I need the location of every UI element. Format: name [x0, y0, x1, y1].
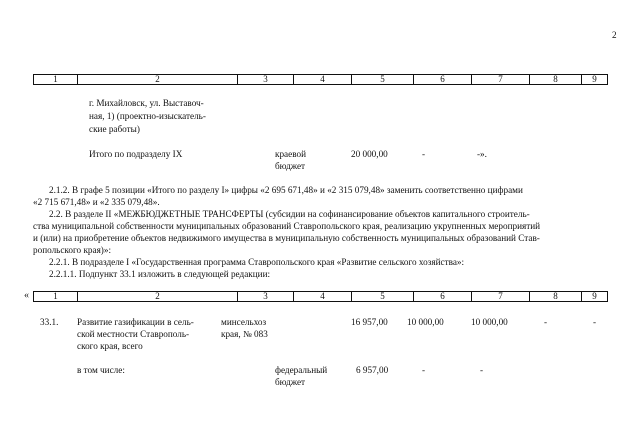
- open-quote: «: [24, 290, 29, 301]
- total-budget-line-1: краевой: [275, 149, 306, 159]
- total-dash: -: [422, 149, 426, 159]
- federal-value-col7: -: [480, 365, 484, 375]
- total-label: Итого по подразделу IX: [89, 149, 183, 159]
- header-col-1: 1: [34, 75, 78, 85]
- header-col-6: 6: [414, 75, 472, 85]
- header-col-2: 2: [78, 75, 238, 85]
- header-col-2: 2: [78, 292, 238, 302]
- header-col-8: 8: [530, 292, 582, 302]
- item-number: 33.1.: [40, 317, 59, 327]
- item-value-col7: 10 000,00: [471, 317, 508, 327]
- header-col-4: 4: [294, 292, 352, 302]
- header-col-9: 9: [582, 75, 608, 85]
- item-desc-line-1: Развитие газификации в сель-: [77, 317, 194, 327]
- header-col-4: 4: [294, 75, 352, 85]
- including-label: в том числе:: [77, 365, 125, 375]
- paragraph-2-2-line-2: ства муниципальной собственности муниципальных образований Ставропольского края, реализацию укрупненных мероприятий: [33, 221, 541, 231]
- header-col-5: 5: [352, 292, 414, 302]
- column-header-table-bottom: [33, 291, 608, 302]
- total-end: -».: [477, 149, 487, 159]
- header-col-7: 7: [472, 292, 530, 302]
- paragraph-2-2-line-3: и (или) на приобретение объектов недвижимого имущества в муниципальную собственность муниципальных образований Став-: [33, 233, 540, 243]
- paragraph-2-2-1: 2.2.1. В подразделе I «Государственная программа Ставропольского края «Развитие сельского хозяйства»:: [49, 257, 465, 267]
- paragraph-2-1-2-line-1: 2.1.2. В графе 5 позиции «Итого по разделу I» цифры «2 695 671,48» и «2 315 079,48» заменить соответственно цифрами: [49, 185, 523, 195]
- item-value-col9: -: [593, 317, 597, 327]
- address-line-1: г. Михайловск, ул. Выставоч-: [89, 98, 204, 108]
- paragraph-2-2-line-4: ропольского края)»:: [33, 245, 112, 255]
- item-value-col5: 16 957,00: [351, 317, 388, 327]
- item-value-col6: 10 000,00: [407, 317, 444, 327]
- header-col-8: 8: [530, 75, 582, 85]
- federal-value-col6: -: [422, 365, 426, 375]
- header-col-6: 6: [414, 292, 472, 302]
- page-number: 2: [612, 30, 617, 40]
- paragraph-2-1-2-line-2: «2 715 671,48» и «2 335 079,48».: [33, 197, 160, 207]
- federal-value-col5: 6 957,00: [356, 365, 389, 375]
- item-value-col8: -: [544, 317, 548, 327]
- address-line-3: ские работы): [89, 124, 140, 134]
- total-value: 20 000,00: [351, 149, 388, 159]
- total-budget-line-2: бюджет: [275, 161, 306, 171]
- header-col-1: 1: [34, 292, 78, 302]
- federal-budget-line-2: бюджет: [275, 377, 306, 387]
- item-col3-line-1: минсельхоз: [221, 317, 267, 327]
- item-desc-line-3: ского края, всего: [77, 341, 143, 351]
- paragraph-2-2-1-1: 2.2.1.1. Подпункт 33.1 изложить в следующей редакции:: [49, 269, 271, 279]
- paragraph-2-2-line-1: 2.2. В разделе II «МЕЖБЮДЖЕТНЫЕ ТРАНСФЕРТЫ (субсидии на софинансирование объектов капитального строитель-: [49, 209, 530, 219]
- address-line-2: ная, 1) (проектно-изыскатель-: [89, 111, 206, 121]
- federal-budget-line-1: федеральный: [275, 365, 328, 375]
- item-col3-line-2: края, № 083: [221, 329, 268, 339]
- header-col-3: 3: [238, 75, 294, 85]
- item-desc-line-2: ской местности Ставрополь-: [77, 329, 190, 339]
- header-col-3: 3: [238, 292, 294, 302]
- header-col-5: 5: [352, 75, 414, 85]
- header-col-7: 7: [472, 75, 530, 85]
- column-header-table-top: [33, 74, 608, 85]
- header-col-9: 9: [582, 292, 608, 302]
